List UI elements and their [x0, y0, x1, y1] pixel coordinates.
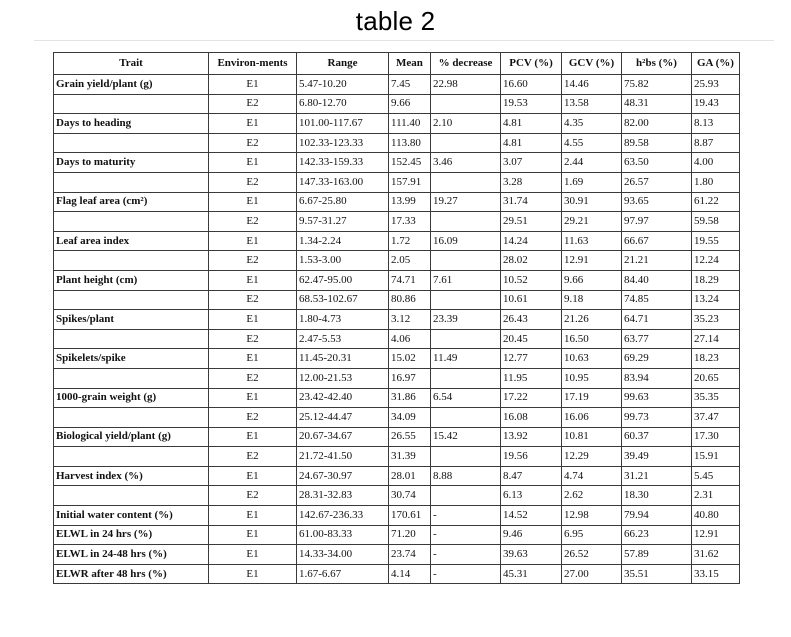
range-cell: 1.34-2.24	[297, 231, 389, 251]
gcv-cell: 26.52	[562, 545, 622, 565]
header-mean: Mean	[389, 53, 431, 75]
pcv-cell: 4.81	[501, 114, 562, 134]
pcv-cell: 16.60	[501, 75, 562, 95]
trait-cell: ELWR after 48 hrs (%)	[54, 564, 209, 584]
ga-cell: 18.29	[692, 270, 740, 290]
percent-decrease-cell: 15.42	[431, 427, 501, 447]
gcv-cell: 16.50	[562, 329, 622, 349]
trait-cell: 1000-grain weight (g)	[54, 388, 209, 408]
ga-cell: 40.80	[692, 506, 740, 526]
pcv-cell: 14.24	[501, 231, 562, 251]
table-row	[54, 506, 740, 526]
environment-cell: E2	[209, 447, 297, 467]
table-row	[54, 133, 740, 153]
mean-cell: 15.02	[389, 349, 431, 369]
trait-cell	[54, 329, 209, 349]
percent-decrease-cell	[431, 486, 501, 506]
gcv-cell: 2.44	[562, 153, 622, 173]
range-cell: 61.00-83.33	[297, 525, 389, 545]
environment-cell: E1	[209, 427, 297, 447]
range-cell: 102.33-123.33	[297, 133, 389, 153]
header-environments: Environ-ments	[209, 53, 297, 75]
pcv-cell: 39.63	[501, 545, 562, 565]
trait-cell: Harvest index (%)	[54, 466, 209, 486]
heritability-cell: 79.94	[622, 506, 692, 526]
pcv-cell: 19.53	[501, 94, 562, 114]
range-cell: 20.67-34.67	[297, 427, 389, 447]
environment-cell: E1	[209, 231, 297, 251]
trait-cell: Grain yield/plant (g)	[54, 75, 209, 95]
mean-cell: 26.55	[389, 427, 431, 447]
pcv-cell: 6.13	[501, 486, 562, 506]
environment-cell: E1	[209, 270, 297, 290]
range-cell: 25.12-44.47	[297, 408, 389, 428]
gcv-cell: 1.69	[562, 172, 622, 192]
header-range: Range	[297, 53, 389, 75]
trait-cell	[54, 251, 209, 271]
gcv-cell: 10.95	[562, 368, 622, 388]
percent-decrease-cell	[431, 251, 501, 271]
percent-decrease-cell	[431, 329, 501, 349]
ga-cell: 17.30	[692, 427, 740, 447]
ga-cell: 19.43	[692, 94, 740, 114]
heritability-cell: 83.94	[622, 368, 692, 388]
percent-decrease-cell	[431, 94, 501, 114]
ga-cell: 61.22	[692, 192, 740, 212]
page-title: table 2	[355, 6, 436, 36]
pcv-cell: 3.28	[501, 172, 562, 192]
table-row	[54, 114, 740, 134]
mean-cell: 71.20	[389, 525, 431, 545]
table-row	[54, 251, 740, 271]
percent-decrease-cell	[431, 290, 501, 310]
range-cell: 68.53-102.67	[297, 290, 389, 310]
gcv-cell: 4.55	[562, 133, 622, 153]
heritability-cell: 26.57	[622, 172, 692, 192]
range-cell: 1.80-4.73	[297, 310, 389, 330]
trait-cell: Leaf area index	[54, 231, 209, 251]
trait-cell: Days to heading	[54, 114, 209, 134]
mean-cell: 28.01	[389, 466, 431, 486]
range-cell: 9.57-31.27	[297, 212, 389, 232]
table-row	[54, 427, 740, 447]
heritability-cell: 69.29	[622, 349, 692, 369]
trait-cell: ELWL in 24 hrs (%)	[54, 525, 209, 545]
heritability-cell: 63.50	[622, 153, 692, 173]
range-cell: 23.42-42.40	[297, 388, 389, 408]
title-divider	[34, 40, 774, 41]
trait-cell	[54, 486, 209, 506]
percent-decrease-cell: 11.49	[431, 349, 501, 369]
mean-cell: 80.86	[389, 290, 431, 310]
ga-cell: 8.87	[692, 133, 740, 153]
header-pcv: PCV (%)	[501, 53, 562, 75]
percent-decrease-cell: 2.10	[431, 114, 501, 134]
table-row	[54, 94, 740, 114]
table-row	[54, 388, 740, 408]
pcv-cell: 26.43	[501, 310, 562, 330]
percent-decrease-cell: 23.39	[431, 310, 501, 330]
table-row	[54, 564, 740, 584]
range-cell: 6.67-25.80	[297, 192, 389, 212]
percent-decrease-cell: 16.09	[431, 231, 501, 251]
range-cell: 1.67-6.67	[297, 564, 389, 584]
gcv-cell: 21.26	[562, 310, 622, 330]
heritability-cell: 89.58	[622, 133, 692, 153]
environment-cell: E2	[209, 290, 297, 310]
heritability-cell: 66.67	[622, 231, 692, 251]
heritability-cell: 60.37	[622, 427, 692, 447]
table-row	[54, 525, 740, 545]
environment-cell: E1	[209, 388, 297, 408]
pcv-cell: 9.46	[501, 525, 562, 545]
pcv-cell: 19.56	[501, 447, 562, 467]
pcv-cell: 45.31	[501, 564, 562, 584]
range-cell: 21.72-41.50	[297, 447, 389, 467]
percent-decrease-cell	[431, 172, 501, 192]
heritability-cell: 99.63	[622, 388, 692, 408]
percent-decrease-cell: 7.61	[431, 270, 501, 290]
environment-cell: E2	[209, 486, 297, 506]
heritability-cell: 21.21	[622, 251, 692, 271]
percent-decrease-cell: -	[431, 506, 501, 526]
heritability-cell: 63.77	[622, 329, 692, 349]
range-cell: 6.80-12.70	[297, 94, 389, 114]
percent-decrease-cell	[431, 212, 501, 232]
environment-cell: E2	[209, 329, 297, 349]
mean-cell: 31.86	[389, 388, 431, 408]
heritability-cell: 99.73	[622, 408, 692, 428]
percent-decrease-cell	[431, 133, 501, 153]
table-row	[54, 545, 740, 565]
pcv-cell: 20.45	[501, 329, 562, 349]
table-row	[54, 231, 740, 251]
percent-decrease-cell: -	[431, 545, 501, 565]
mean-cell: 152.45	[389, 153, 431, 173]
mean-cell: 4.06	[389, 329, 431, 349]
mean-cell: 74.71	[389, 270, 431, 290]
range-cell: 101.00-117.67	[297, 114, 389, 134]
percent-decrease-cell: 19.27	[431, 192, 501, 212]
gcv-cell: 12.29	[562, 447, 622, 467]
pcv-cell: 3.07	[501, 153, 562, 173]
range-cell: 12.00-21.53	[297, 368, 389, 388]
environment-cell: E1	[209, 349, 297, 369]
range-cell: 1.53-3.00	[297, 251, 389, 271]
gcv-cell: 29.21	[562, 212, 622, 232]
environment-cell: E1	[209, 506, 297, 526]
table-row	[54, 447, 740, 467]
trait-cell: Spikes/plant	[54, 310, 209, 330]
header-trait: Trait	[54, 53, 209, 75]
environment-cell: E1	[209, 525, 297, 545]
mean-cell: 157.91	[389, 172, 431, 192]
ga-cell: 18.23	[692, 349, 740, 369]
range-cell: 11.45-20.31	[297, 349, 389, 369]
heritability-cell: 66.23	[622, 525, 692, 545]
environment-cell: E1	[209, 75, 297, 95]
heritability-cell: 31.21	[622, 466, 692, 486]
gcv-cell: 10.81	[562, 427, 622, 447]
gcv-cell: 16.06	[562, 408, 622, 428]
percent-decrease-cell: 22.98	[431, 75, 501, 95]
percent-decrease-cell: 3.46	[431, 153, 501, 173]
mean-cell: 13.99	[389, 192, 431, 212]
gcv-cell: 4.74	[562, 466, 622, 486]
ga-cell: 33.15	[692, 564, 740, 584]
mean-cell: 7.45	[389, 75, 431, 95]
ga-cell: 27.14	[692, 329, 740, 349]
trait-statistics-table	[53, 52, 740, 584]
table-row	[54, 408, 740, 428]
trait-cell	[54, 447, 209, 467]
ga-cell: 12.91	[692, 525, 740, 545]
trait-cell	[54, 408, 209, 428]
pcv-cell: 10.61	[501, 290, 562, 310]
mean-cell: 31.39	[389, 447, 431, 467]
environment-cell: E1	[209, 310, 297, 330]
table-row	[54, 270, 740, 290]
environment-cell: E2	[209, 368, 297, 388]
ga-cell: 13.24	[692, 290, 740, 310]
mean-cell: 16.97	[389, 368, 431, 388]
mean-cell: 9.66	[389, 94, 431, 114]
percent-decrease-cell	[431, 447, 501, 467]
trait-cell	[54, 368, 209, 388]
environment-cell: E1	[209, 466, 297, 486]
ga-cell: 35.23	[692, 310, 740, 330]
heritability-cell: 35.51	[622, 564, 692, 584]
ga-cell: 5.45	[692, 466, 740, 486]
mean-cell: 113.80	[389, 133, 431, 153]
heritability-cell: 75.82	[622, 75, 692, 95]
mean-cell: 17.33	[389, 212, 431, 232]
gcv-cell: 9.18	[562, 290, 622, 310]
header-heritability: h²bs (%)	[622, 53, 692, 75]
environment-cell: E2	[209, 408, 297, 428]
pcv-cell: 17.22	[501, 388, 562, 408]
table-row	[54, 310, 740, 330]
trait-cell: Flag leaf area (cm²)	[54, 192, 209, 212]
range-cell: 14.33-34.00	[297, 545, 389, 565]
range-cell: 147.33-163.00	[297, 172, 389, 192]
range-cell: 2.47-5.53	[297, 329, 389, 349]
table-row	[54, 329, 740, 349]
ga-cell: 19.55	[692, 231, 740, 251]
mean-cell: 34.09	[389, 408, 431, 428]
environment-cell: E1	[209, 153, 297, 173]
trait-cell: Spikelets/spike	[54, 349, 209, 369]
table-header-row	[54, 53, 740, 75]
range-cell: 142.33-159.33	[297, 153, 389, 173]
environment-cell: E1	[209, 114, 297, 134]
ga-cell: 20.65	[692, 368, 740, 388]
percent-decrease-cell: -	[431, 525, 501, 545]
mean-cell: 170.61	[389, 506, 431, 526]
environment-cell: E1	[209, 564, 297, 584]
gcv-cell: 12.98	[562, 506, 622, 526]
gcv-cell: 17.19	[562, 388, 622, 408]
heritability-cell: 39.49	[622, 447, 692, 467]
header-ga: GA (%)	[692, 53, 740, 75]
trait-cell: Days to maturity	[54, 153, 209, 173]
gcv-cell: 12.91	[562, 251, 622, 271]
pcv-cell: 13.92	[501, 427, 562, 447]
mean-cell: 3.12	[389, 310, 431, 330]
environment-cell: E2	[209, 172, 297, 192]
mean-cell: 4.14	[389, 564, 431, 584]
ga-cell: 4.00	[692, 153, 740, 173]
trait-cell	[54, 290, 209, 310]
trait-cell: Initial water content (%)	[54, 506, 209, 526]
ga-cell: 15.91	[692, 447, 740, 467]
pcv-cell: 14.52	[501, 506, 562, 526]
gcv-cell: 4.35	[562, 114, 622, 134]
ga-cell: 1.80	[692, 172, 740, 192]
trait-cell	[54, 133, 209, 153]
mean-cell: 30.74	[389, 486, 431, 506]
range-cell: 28.31-32.83	[297, 486, 389, 506]
ga-cell: 35.35	[692, 388, 740, 408]
pcv-cell: 10.52	[501, 270, 562, 290]
trait-cell	[54, 94, 209, 114]
pcv-cell: 28.02	[501, 251, 562, 271]
pcv-cell: 12.77	[501, 349, 562, 369]
gcv-cell: 11.63	[562, 231, 622, 251]
heritability-cell: 93.65	[622, 192, 692, 212]
mean-cell: 111.40	[389, 114, 431, 134]
range-cell: 62.47-95.00	[297, 270, 389, 290]
environment-cell: E1	[209, 545, 297, 565]
ga-cell: 25.93	[692, 75, 740, 95]
pcv-cell: 29.51	[501, 212, 562, 232]
range-cell: 5.47-10.20	[297, 75, 389, 95]
mean-cell: 2.05	[389, 251, 431, 271]
heritability-cell: 84.40	[622, 270, 692, 290]
range-cell: 24.67-30.97	[297, 466, 389, 486]
percent-decrease-cell	[431, 368, 501, 388]
table-row	[54, 192, 740, 212]
header-percent-decrease: % decrease	[431, 53, 501, 75]
pcv-cell: 4.81	[501, 133, 562, 153]
table-row	[54, 290, 740, 310]
gcv-cell: 30.91	[562, 192, 622, 212]
percent-decrease-cell: 8.88	[431, 466, 501, 486]
gcv-cell: 6.95	[562, 525, 622, 545]
gcv-cell: 14.46	[562, 75, 622, 95]
ga-cell: 31.62	[692, 545, 740, 565]
table-row	[54, 172, 740, 192]
heritability-cell: 82.00	[622, 114, 692, 134]
ga-cell: 37.47	[692, 408, 740, 428]
pcv-cell: 16.08	[501, 408, 562, 428]
header-gcv: GCV (%)	[562, 53, 622, 75]
table-row	[54, 75, 740, 95]
gcv-cell: 2.62	[562, 486, 622, 506]
ga-cell: 59.58	[692, 212, 740, 232]
table-row	[54, 153, 740, 173]
environment-cell: E2	[209, 94, 297, 114]
trait-cell	[54, 212, 209, 232]
table-row	[54, 349, 740, 369]
table-row	[54, 486, 740, 506]
mean-cell: 1.72	[389, 231, 431, 251]
heritability-cell: 64.71	[622, 310, 692, 330]
percent-decrease-cell	[431, 408, 501, 428]
environment-cell: E1	[209, 192, 297, 212]
gcv-cell: 13.58	[562, 94, 622, 114]
heritability-cell: 48.31	[622, 94, 692, 114]
trait-cell: ELWL in 24-48 hrs (%)	[54, 545, 209, 565]
table-body	[54, 75, 740, 584]
trait-cell: Biological yield/plant (g)	[54, 427, 209, 447]
environment-cell: E2	[209, 133, 297, 153]
percent-decrease-cell: 6.54	[431, 388, 501, 408]
table-row	[54, 466, 740, 486]
percent-decrease-cell: -	[431, 564, 501, 584]
heritability-cell: 97.97	[622, 212, 692, 232]
ga-cell: 12.24	[692, 251, 740, 271]
range-cell: 142.67-236.33	[297, 506, 389, 526]
table-row	[54, 212, 740, 232]
pcv-cell: 31.74	[501, 192, 562, 212]
heritability-cell: 18.30	[622, 486, 692, 506]
table-row	[54, 368, 740, 388]
pcv-cell: 11.95	[501, 368, 562, 388]
environment-cell: E2	[209, 212, 297, 232]
gcv-cell: 10.63	[562, 349, 622, 369]
trait-cell	[54, 172, 209, 192]
gcv-cell: 9.66	[562, 270, 622, 290]
trait-cell: Plant height (cm)	[54, 270, 209, 290]
heritability-cell: 74.85	[622, 290, 692, 310]
ga-cell: 2.31	[692, 486, 740, 506]
ga-cell: 8.13	[692, 114, 740, 134]
environment-cell: E2	[209, 251, 297, 271]
pcv-cell: 8.47	[501, 466, 562, 486]
mean-cell: 23.74	[389, 545, 431, 565]
heritability-cell: 57.89	[622, 545, 692, 565]
gcv-cell: 27.00	[562, 564, 622, 584]
